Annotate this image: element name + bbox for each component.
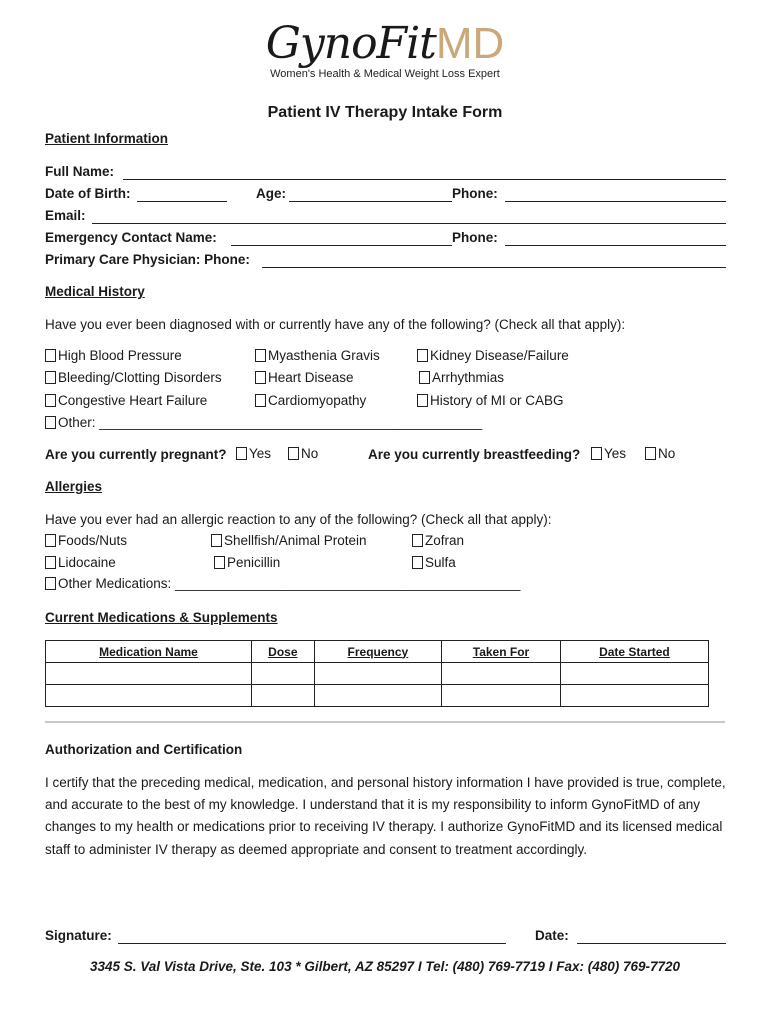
patient-info-heading: Patient Information [45, 131, 169, 146]
table-cell[interactable] [314, 663, 441, 685]
age-label: Age: [256, 186, 286, 201]
dob-field[interactable] [137, 201, 227, 202]
option-history-mi-cabg[interactable]: History of MI or CABG [417, 393, 564, 408]
full-name-label: Full Name: [45, 164, 115, 179]
option-arrhythmias[interactable]: Arrhythmias [419, 370, 504, 385]
footer-address: 3345 S. Val Vista Drive, Ste. 103 * Gilbert, AZ 85297 I Tel: (480) 769-7719 I Fax: (480) 769-7720 [89, 959, 681, 974]
date-field[interactable] [577, 943, 726, 944]
table-header-row [46, 641, 709, 663]
checkbox[interactable] [255, 394, 266, 407]
email-field[interactable] [92, 223, 726, 224]
logo-name: GynoFit [265, 18, 436, 69]
emergency-contact-label: Emergency Contact Name: [45, 230, 217, 245]
checkbox[interactable] [591, 447, 602, 460]
section-divider [45, 721, 725, 723]
allergies-heading: Allergies [45, 479, 103, 494]
option-kidney-disease[interactable]: Kidney Disease/Failure [417, 348, 569, 363]
emergency-phone-label: Phone: [452, 230, 498, 245]
option-high-blood-pressure[interactable]: High Blood Pressure [45, 348, 182, 363]
email-label: Email: [45, 208, 86, 223]
table-cell[interactable] [251, 685, 314, 707]
checkbox[interactable] [417, 349, 428, 362]
dob-label: Date of Birth: [45, 186, 131, 201]
table-row [46, 685, 709, 707]
breastfeeding-yes[interactable]: Yes [591, 446, 626, 461]
option-cardiomyopathy[interactable]: Cardiomyopathy [255, 393, 366, 408]
checkbox[interactable] [45, 349, 56, 362]
column-header: Frequency [314, 641, 441, 663]
medical-history-heading: Medical History [45, 284, 145, 299]
logo-suffix: MD [435, 19, 505, 68]
pregnant-yes[interactable]: Yes [236, 446, 271, 461]
table-cell[interactable] [560, 685, 708, 707]
brand-logo [0, 18, 770, 70]
column-header: Date Started [560, 641, 708, 663]
date-label: Date: [535, 928, 569, 943]
emergency-contact-field[interactable] [231, 245, 452, 246]
checkbox[interactable] [236, 447, 247, 460]
emergency-phone-field[interactable] [505, 245, 726, 246]
checkbox[interactable] [412, 534, 423, 547]
option-bleeding-clotting[interactable]: Bleeding/Clotting Disorders [45, 370, 222, 385]
allergies-question: Have you ever had an allergic reaction to any of the following? (Check all that apply): [45, 512, 552, 527]
column-header: Taken For [442, 641, 561, 663]
phone-field[interactable] [505, 201, 726, 202]
table-cell[interactable] [442, 663, 561, 685]
allergy-lidocaine[interactable]: Lidocaine [45, 555, 116, 570]
option-other-condition[interactable]: Other: ___________________________________________________ [45, 415, 482, 430]
signature-field[interactable] [118, 943, 506, 944]
checkbox[interactable] [417, 394, 428, 407]
checkbox[interactable] [412, 556, 423, 569]
column-header: Medication Name [46, 641, 252, 663]
checkbox[interactable] [419, 371, 430, 384]
checkbox[interactable] [45, 371, 56, 384]
option-heart-disease[interactable]: Heart Disease [255, 370, 354, 385]
checkbox[interactable] [45, 534, 56, 547]
medications-table [45, 640, 709, 707]
checkbox[interactable] [211, 534, 222, 547]
table-cell[interactable] [560, 663, 708, 685]
pregnant-question: Are you currently pregnant? [45, 447, 227, 462]
allergy-penicillin[interactable]: Penicillin [214, 555, 280, 570]
age-field[interactable] [289, 201, 452, 202]
checkbox[interactable] [45, 577, 56, 590]
option-myasthenia-gravis[interactable]: Myasthenia Gravis [255, 348, 380, 363]
table-cell[interactable] [442, 685, 561, 707]
allergy-foods-nuts[interactable]: Foods/Nuts [45, 533, 127, 548]
phone-label: Phone: [452, 186, 498, 201]
checkbox[interactable] [645, 447, 656, 460]
checkbox[interactable] [255, 349, 266, 362]
page-title: Patient IV Therapy Intake Form [267, 104, 503, 121]
medical-history-question: Have you ever been diagnosed with or currently have any of the following? (Check all that apply): [45, 317, 626, 332]
allergy-sulfa[interactable]: Sulfa [412, 555, 456, 570]
checkbox[interactable] [214, 556, 225, 569]
pregnant-no[interactable]: No [288, 446, 318, 461]
pcp-field[interactable] [262, 267, 726, 268]
medications-heading: Current Medications & Supplements [45, 610, 278, 625]
checkbox[interactable] [45, 556, 56, 569]
table-cell[interactable] [251, 663, 314, 685]
table-cell[interactable] [46, 685, 252, 707]
signature-label: Signature: [45, 928, 112, 943]
checkbox[interactable] [255, 371, 266, 384]
breastfeeding-no[interactable]: No [645, 446, 675, 461]
table-cell[interactable] [46, 663, 252, 685]
table-cell[interactable] [314, 685, 441, 707]
allergy-zofran[interactable]: Zofran [412, 533, 464, 548]
table-row [46, 663, 709, 685]
checkbox[interactable] [45, 416, 56, 429]
allergy-shellfish[interactable]: Shellfish/Animal Protein [211, 533, 367, 548]
pcp-label: Primary Care Physician: Phone: [45, 252, 250, 267]
option-congestive-heart-failure[interactable]: Congestive Heart Failure [45, 393, 207, 408]
allergy-other-medications[interactable]: Other Medications: ______________________________________________ [45, 576, 520, 591]
breastfeeding-question: Are you currently breastfeeding? [368, 447, 581, 462]
column-header: Dose [251, 641, 314, 663]
full-name-field[interactable] [123, 179, 726, 180]
authorization-heading: Authorization and Certification [45, 742, 243, 757]
checkbox[interactable] [288, 447, 299, 460]
checkbox[interactable] [45, 394, 56, 407]
logo-tagline: Women's Health & Medical Weight Loss Expert [270, 68, 500, 80]
authorization-text: I certify that the preceding medical, medication, and personal history information I have provided is true, complete, and accurate to the best of my knowledge. I understand that it is my responsibility to inform GynoFitMD of any changes to my health or medications prior to receiving IV therapy. I authorize GynoFitMD and its licensed medical staff to administer IV therapy as deemed appropriate and consent to treatment accordingly. [45, 775, 726, 857]
